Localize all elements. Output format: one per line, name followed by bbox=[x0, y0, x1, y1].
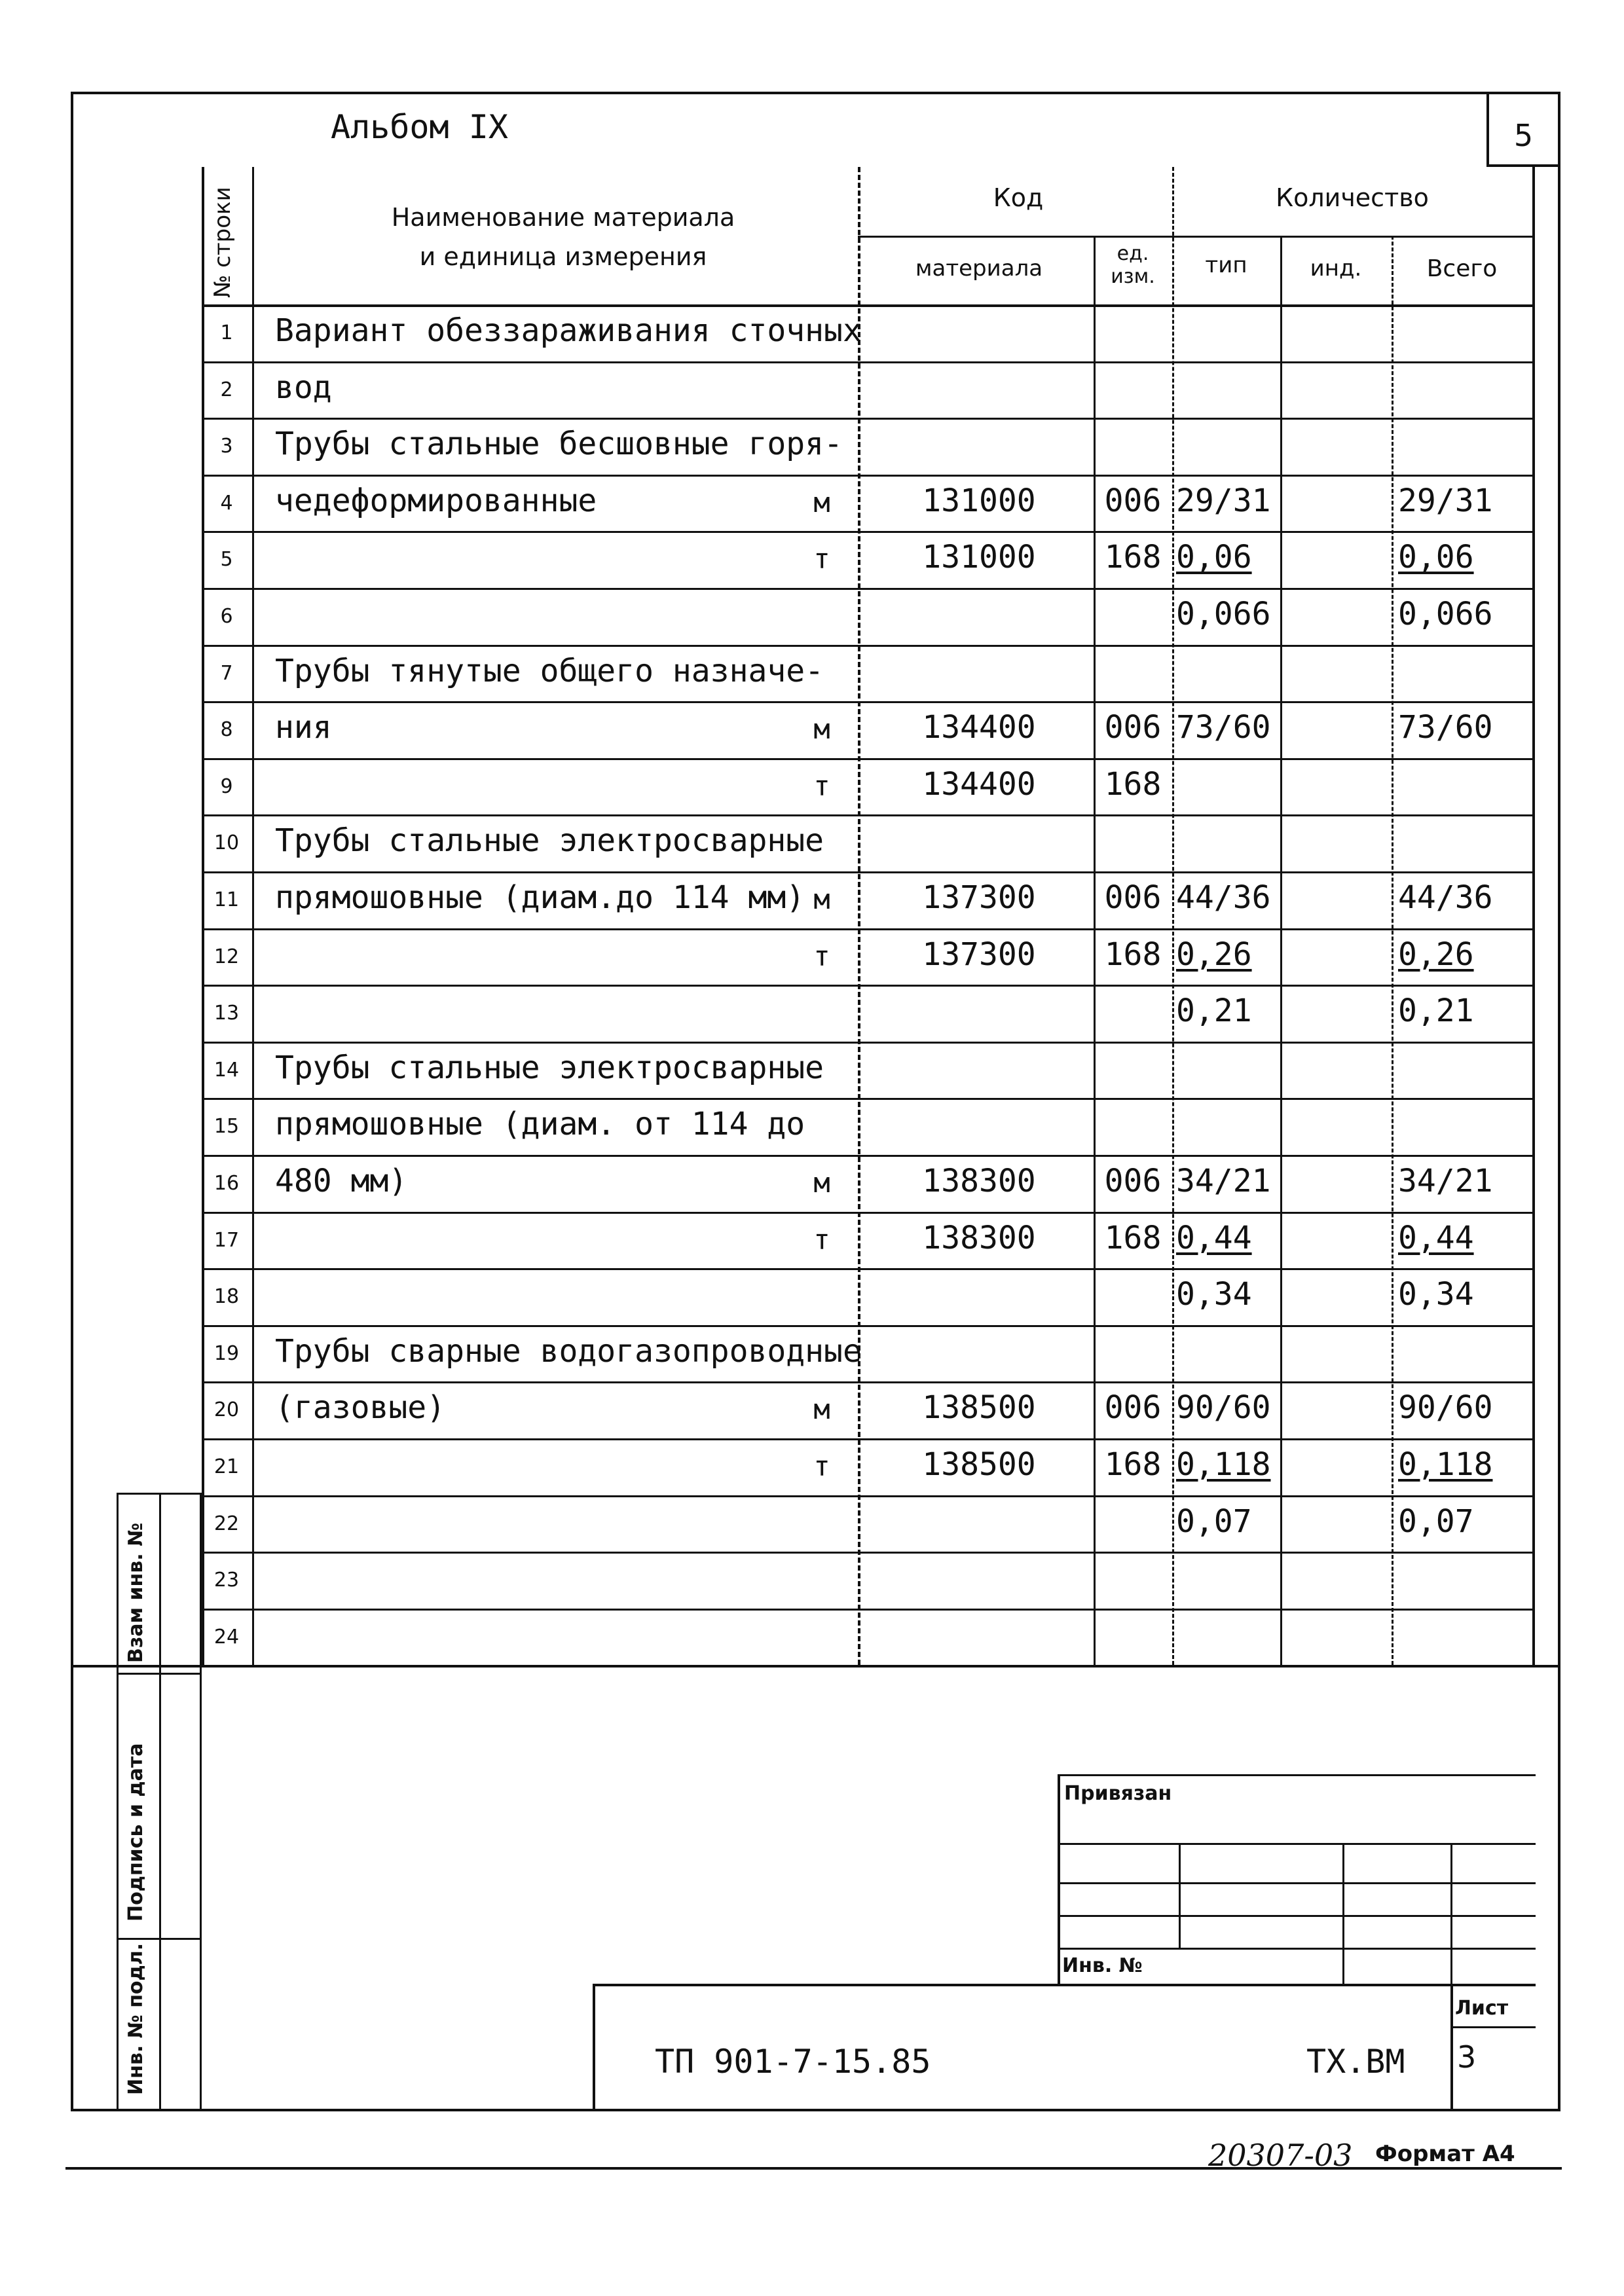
material-name: Трубы тянутые общего назначе- bbox=[275, 652, 824, 689]
material-name: вод bbox=[275, 369, 332, 406]
quantity-type: 0,34 bbox=[1176, 1276, 1252, 1313]
unit-code: 168 bbox=[1104, 936, 1162, 973]
unit-code: 168 bbox=[1104, 1219, 1162, 1256]
row-number: 15 bbox=[213, 1115, 240, 1139]
measure-unit: м bbox=[813, 1167, 830, 1199]
row-line bbox=[202, 1552, 1532, 1554]
unit-code: 006 bbox=[1104, 879, 1162, 916]
unit-code: 006 bbox=[1104, 709, 1162, 746]
quantity-type: 34/21 bbox=[1176, 1163, 1271, 1199]
material-name: прямошовные (диам.до 114 мм) bbox=[275, 879, 805, 916]
table-right-border bbox=[1532, 167, 1535, 1665]
row-line bbox=[202, 1212, 1532, 1214]
row-number: 9 bbox=[220, 774, 233, 798]
material-code: 138300 bbox=[922, 1219, 1036, 1256]
stamp-list-line bbox=[1450, 2026, 1536, 2028]
row-line bbox=[202, 814, 1532, 816]
material-code: 138500 bbox=[922, 1446, 1036, 1483]
row-number: 21 bbox=[213, 1455, 240, 1478]
row-number: 10 bbox=[213, 831, 240, 855]
measure-unit: т bbox=[813, 769, 830, 802]
row-number: 7 bbox=[220, 661, 233, 685]
unit-code: 006 bbox=[1104, 1389, 1162, 1427]
row-number: 20 bbox=[213, 1398, 240, 1422]
quantity-total: 0,44 bbox=[1398, 1219, 1474, 1256]
stamp-list-col bbox=[1450, 1984, 1453, 2111]
header-total: Всего bbox=[1426, 255, 1498, 282]
quantity-total: 0,06 bbox=[1398, 539, 1474, 576]
header-unit-line2: изм. bbox=[1111, 265, 1155, 288]
row-line bbox=[202, 1268, 1532, 1270]
row-line bbox=[202, 701, 1532, 703]
row-line bbox=[202, 758, 1532, 760]
row-number: 23 bbox=[213, 1569, 240, 1592]
stamp-inv-no: Инв. № bbox=[1062, 1954, 1143, 1977]
quantity-total: 0,066 bbox=[1398, 596, 1493, 632]
quantity-type: 90/60 bbox=[1176, 1389, 1271, 1427]
album-title: Альбом IX bbox=[331, 108, 508, 146]
measure-unit: т bbox=[813, 939, 830, 972]
row-line bbox=[202, 475, 1532, 477]
row-line bbox=[202, 1609, 1532, 1611]
quantity-total: 0,34 bbox=[1398, 1276, 1474, 1313]
stamp-line bbox=[1058, 1843, 1536, 1845]
header-code: Код bbox=[993, 183, 1044, 212]
footer-archive-number: 20307-03 bbox=[1208, 2138, 1353, 2173]
material-name: Вариант обеззараживания сточных bbox=[275, 312, 862, 349]
quantity-type: 73/60 bbox=[1176, 709, 1271, 746]
measure-unit: т bbox=[813, 543, 830, 575]
unit-code: 168 bbox=[1104, 765, 1162, 803]
quantity-total: 0,26 bbox=[1398, 936, 1474, 973]
header-material: материала bbox=[915, 255, 1043, 282]
stamp-list-number: 3 bbox=[1457, 2039, 1477, 2075]
stamp-list-label: Лист bbox=[1455, 1997, 1509, 2020]
row-number: 3 bbox=[220, 435, 233, 458]
stamp-line bbox=[1058, 1882, 1536, 1884]
quantity-total: 0,21 bbox=[1398, 993, 1474, 1030]
material-name: Трубы сварные водогазопроводные bbox=[275, 1332, 862, 1370]
stamp-col bbox=[1342, 1843, 1344, 1984]
quantity-type: 0,44 bbox=[1176, 1219, 1252, 1256]
quantity-total: 73/60 bbox=[1398, 709, 1493, 746]
stamp-col bbox=[1450, 1843, 1452, 1984]
row-line bbox=[202, 1381, 1532, 1383]
header-mid-line bbox=[858, 236, 1532, 238]
row-number: 13 bbox=[213, 1002, 240, 1025]
row-line bbox=[202, 871, 1532, 873]
row-line bbox=[202, 985, 1532, 987]
measure-unit: т bbox=[813, 1450, 830, 1482]
quantity-type: 44/36 bbox=[1176, 879, 1271, 916]
quantity-type: 0,07 bbox=[1176, 1503, 1252, 1540]
row-line bbox=[202, 1495, 1532, 1497]
row-number: 11 bbox=[213, 888, 240, 911]
quantity-type: 0,066 bbox=[1176, 596, 1271, 632]
header-name-line2: и единица измерения bbox=[419, 242, 707, 271]
row-number: 18 bbox=[213, 1285, 240, 1309]
quantity-type: 29/31 bbox=[1176, 482, 1271, 519]
col-divider-name bbox=[858, 167, 860, 1665]
unit-code: 006 bbox=[1104, 1163, 1162, 1199]
material-name: (газовые) bbox=[275, 1389, 446, 1427]
quantity-type: 0,26 bbox=[1176, 936, 1252, 973]
material-code: 134400 bbox=[922, 765, 1036, 803]
body-bottom-line bbox=[71, 1665, 1560, 1667]
material-code: 137300 bbox=[922, 879, 1036, 916]
row-line bbox=[202, 361, 1532, 363]
row-line bbox=[202, 531, 1532, 533]
row-number: 12 bbox=[213, 945, 240, 968]
col-divider-unit bbox=[1172, 167, 1174, 1665]
measure-unit: м bbox=[813, 1393, 830, 1426]
stamp-col bbox=[1179, 1843, 1181, 1948]
row-line bbox=[202, 1155, 1532, 1157]
side-label-podpis: Подпись и дата bbox=[124, 1743, 147, 1922]
quantity-total: 0,07 bbox=[1398, 1503, 1474, 1540]
header-bottom-line bbox=[202, 304, 1532, 307]
material-code: 137300 bbox=[922, 936, 1036, 973]
footer-format: Формат А4 bbox=[1375, 2141, 1515, 2167]
header-row-no: № строки bbox=[210, 187, 236, 298]
stamp-line bbox=[1058, 1915, 1536, 1917]
header-ind: инд. bbox=[1310, 255, 1362, 282]
quantity-total: 34/21 bbox=[1398, 1163, 1493, 1199]
row-number: 16 bbox=[213, 1172, 240, 1195]
material-code: 131000 bbox=[922, 539, 1036, 576]
page-number: 5 bbox=[1513, 118, 1534, 153]
quantity-type: 0,118 bbox=[1176, 1446, 1271, 1483]
side-label-vzam: Взам инв. № bbox=[124, 1522, 147, 1663]
material-code: 134400 bbox=[922, 709, 1036, 746]
material-name: ния bbox=[275, 709, 332, 746]
row-line bbox=[202, 418, 1532, 420]
measure-unit: м bbox=[813, 713, 830, 746]
stamp-doc-code: ТП 901-7-15.85 bbox=[655, 2043, 931, 2081]
unit-code: 006 bbox=[1104, 482, 1162, 519]
row-number: 8 bbox=[220, 718, 233, 742]
quantity-type: 0,21 bbox=[1176, 993, 1252, 1030]
row-number: 1 bbox=[220, 321, 233, 344]
quantity-total: 0,118 bbox=[1398, 1446, 1493, 1483]
row-number: 24 bbox=[213, 1625, 240, 1649]
row-line bbox=[202, 645, 1532, 647]
material-name: прямошовные (диам. от 114 до bbox=[275, 1106, 805, 1143]
header-name-line1: Наименование материала bbox=[391, 203, 735, 232]
stamp-upper bbox=[1058, 1774, 1536, 1984]
measure-unit: м bbox=[813, 883, 830, 915]
row-number: 4 bbox=[220, 491, 233, 515]
stamp-privyazan: Привязан bbox=[1064, 1782, 1172, 1805]
side-label-inv-podl: Инв. № подл. bbox=[124, 1942, 147, 2095]
material-name: Трубы стальные бесшовные горя- bbox=[275, 426, 843, 463]
row-line bbox=[202, 1325, 1532, 1327]
row-line bbox=[202, 1098, 1532, 1100]
row-number: 5 bbox=[220, 548, 233, 572]
quantity-type: 0,06 bbox=[1176, 539, 1252, 576]
unit-code: 168 bbox=[1104, 539, 1162, 576]
measure-unit: м bbox=[813, 486, 830, 519]
stamp-doc-mark: ТХ.ВМ bbox=[1306, 2043, 1405, 2081]
row-number: 22 bbox=[213, 1512, 240, 1535]
header-type: тип bbox=[1205, 252, 1247, 278]
row-line bbox=[202, 928, 1532, 930]
header-quantity: Количество bbox=[1276, 183, 1429, 212]
quantity-total: 29/31 bbox=[1398, 482, 1493, 519]
measure-unit: т bbox=[813, 1223, 830, 1256]
material-name: 480 мм) bbox=[275, 1163, 408, 1199]
col-divider-rownum bbox=[252, 167, 254, 1665]
stamp-line bbox=[1058, 1948, 1536, 1950]
row-number: 17 bbox=[213, 1228, 240, 1252]
material-name: Трубы стальные электросварные bbox=[275, 1049, 824, 1086]
row-number: 2 bbox=[220, 378, 233, 401]
material-code: 138500 bbox=[922, 1389, 1036, 1427]
row-line bbox=[202, 588, 1532, 590]
row-line bbox=[202, 1438, 1532, 1440]
material-name: чедеформированные bbox=[275, 482, 597, 519]
material-code: 131000 bbox=[922, 482, 1036, 519]
header-unit-line1: ед. bbox=[1116, 242, 1149, 265]
row-number: 6 bbox=[220, 605, 233, 628]
quantity-total: 44/36 bbox=[1398, 879, 1493, 916]
row-number: 14 bbox=[213, 1058, 240, 1082]
material-name: Трубы стальные электросварные bbox=[275, 822, 824, 860]
row-line bbox=[202, 1042, 1532, 1044]
quantity-total: 90/60 bbox=[1398, 1389, 1493, 1427]
unit-code: 168 bbox=[1104, 1446, 1162, 1483]
row-number: 19 bbox=[213, 1341, 240, 1365]
material-code: 138300 bbox=[922, 1163, 1036, 1199]
side-strip-inner bbox=[159, 1493, 161, 2111]
